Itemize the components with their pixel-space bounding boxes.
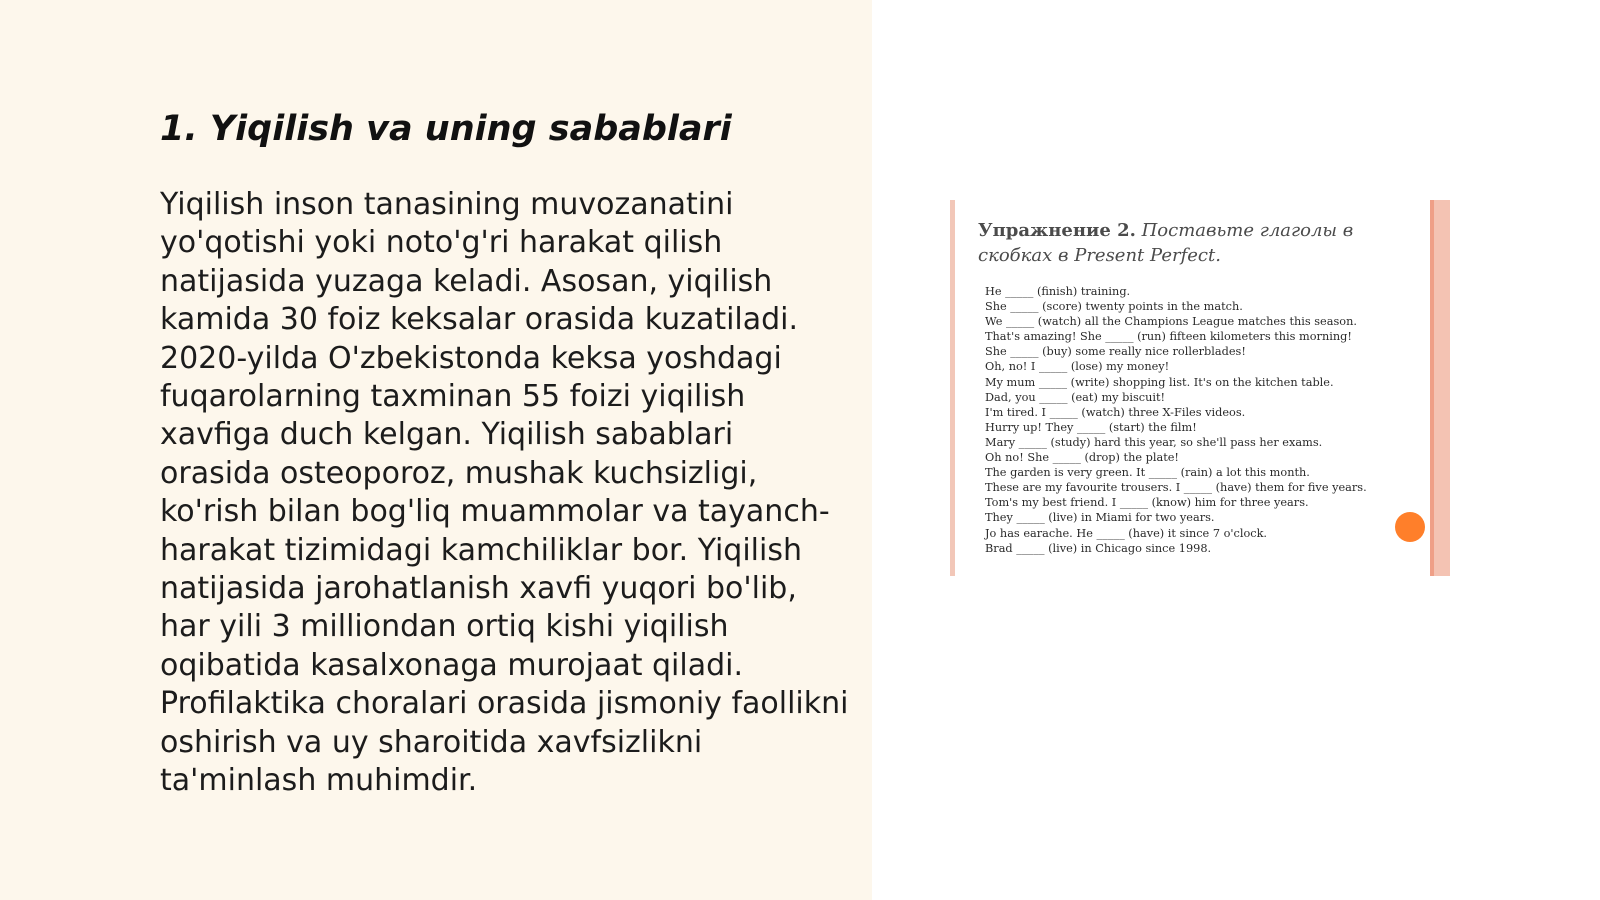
exercise-sentence: We _____ (watch) all the Champions League matches this season. xyxy=(985,315,1357,329)
exercise-heading-instruction: Поставьте глаголы в скобках в Present Perfect. xyxy=(978,220,1354,266)
exercise-sentence: He _____ (finish) training. xyxy=(985,285,1131,298)
card-border-left xyxy=(950,200,955,576)
exercise-sentence: Oh no! She _____ (drop) the plate! xyxy=(985,451,1179,465)
exercise-sentence: These are my favourite trousers. I _____ (have) them for five years. xyxy=(985,481,1367,495)
exercise-sentence: Oh, no! I _____ (lose) my money! xyxy=(985,360,1170,374)
exercise-sentence: I'm tired. I _____ (watch) three X-Files videos. xyxy=(985,405,1246,419)
exercise-sentence: The garden is very green. It _____ (rain) a lot this month. xyxy=(985,466,1310,480)
exercise-sentence: Brad _____ (live) in Chicago since 1998. xyxy=(985,541,1212,555)
exercise-sentence: They _____ (live) in Miami for two years. xyxy=(985,511,1215,525)
exercise-sentence: That's amazing! She _____ (run) fifteen kilometers this morning! xyxy=(985,330,1352,344)
exercise-sentence: Tom's my best friend. I _____ (know) him for three years. xyxy=(985,496,1309,510)
exercise-sentence: She _____ (buy) some really nice rollerblades! xyxy=(985,345,1246,359)
exercise-image xyxy=(950,200,1450,576)
exercise-heading xyxy=(978,218,1398,268)
exercise-sentence: Jo has earache. He _____ (have) it since 7 o'clock. xyxy=(985,526,1268,540)
exercise-sentence: Dad, you _____ (eat) my biscuit! xyxy=(985,390,1166,404)
exercise-sentence: Hurry up! They _____ (start) the film! xyxy=(985,420,1197,434)
slide-title: 1. Yiqilish va uning sabablari xyxy=(160,109,732,149)
slide-body-text: Yiqilish inson tanasining muvozanatini yo'qotishi yoki noto'g'ri harakat qilish natijasida yuzaga keladi. Asosan, yiqilish kamida 30 foiz keksalar orasida kuzatiladi. 2020-yilda O'zbekistonda keksa yoshdagi fuqarolarning taxminan 55 foizi yiqilish xavfiga duch kelgan. Yiqilish sabablari orasida osteoporoz, mushak kuchsizligi, ko'rish bilan bog'liq muammolar va tayanch-harakat tizimidagi kamchiliklar bor. Yiqilish natijasida jarohatlanish xavfi yuqori bo'lib, har yili 3 milliondan ortiq kishi yiqilish oqibatida kasalxonaga murojaat qiladi. Profilaktika choralari orasida jismoniy faollikni oshirish va uy sharoitida xavfsizlikni ta'minlash muhimdir. xyxy=(160,187,849,799)
exercise-heading-number: Упражнение 2. xyxy=(978,220,1136,241)
exercise-sentence: Mary _____ (study) hard this year, so she'll pass her exams. xyxy=(985,435,1323,449)
exercise-sentence-list xyxy=(985,284,1415,556)
card-border-right xyxy=(1430,200,1450,576)
exercise-sentence: She _____ (score) twenty points in the match. xyxy=(985,300,1243,314)
exercise-sentence: My mum _____ (write) shopping list. It's on the kitchen table. xyxy=(985,375,1334,389)
